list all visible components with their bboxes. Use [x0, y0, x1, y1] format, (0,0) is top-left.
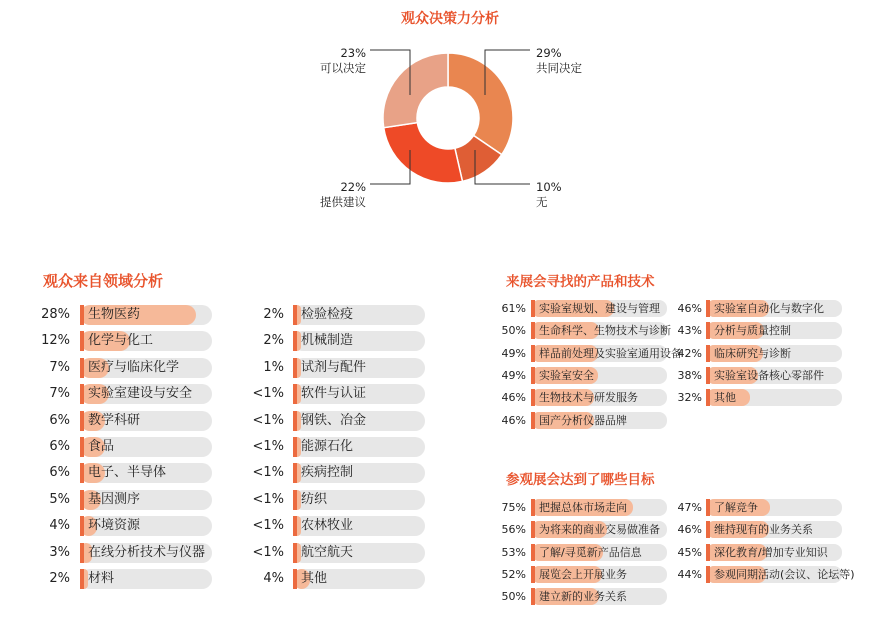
goal-bar-value: 46% — [677, 523, 702, 537]
goal-bar-value: 75% — [501, 501, 526, 514]
goal-bar-track — [531, 588, 667, 605]
field-bar-value: 5% — [49, 491, 70, 507]
field-bar-value: <1% — [252, 412, 284, 428]
pie-label-can-decide — [300, 46, 366, 76]
field-bar-accent — [293, 516, 297, 536]
field-bar-track — [293, 411, 425, 431]
products-chart-title: 来展会寻找的产品和技术 — [506, 274, 655, 290]
product-bar-track — [706, 300, 842, 317]
field-bar-accent — [293, 543, 297, 563]
product-bar-accent — [706, 300, 710, 317]
field-bar-accent — [293, 437, 297, 457]
goal-bar-accent — [706, 499, 710, 516]
field-bar-label: 实验室建设与安全 — [88, 386, 193, 402]
pie-name-none: 无 — [536, 195, 548, 209]
product-bar-accent — [531, 412, 535, 429]
field-bar-value: 4% — [49, 518, 70, 534]
goal-bar-accent — [531, 588, 535, 605]
goal-bar-track — [531, 544, 667, 561]
product-bar-track — [531, 300, 667, 317]
pie-name-suggest: 提供建议 — [320, 195, 366, 209]
pie-name-can-decide: 可以决定 — [320, 61, 366, 75]
field-bar-accent — [80, 543, 84, 563]
product-bar-accent — [531, 367, 535, 384]
goal-bar-accent — [531, 499, 535, 516]
field-bar-value: 3% — [49, 544, 70, 560]
pie-label-joint-decide — [536, 46, 582, 76]
goal-bar-label: 维持现有的业务关系 — [714, 523, 813, 537]
product-bar-label: 样品前处理及实验室通用设备 — [539, 346, 682, 360]
field-bar-value: 4% — [263, 571, 284, 586]
product-bar-accent — [531, 389, 535, 406]
field-bar-accent — [293, 411, 297, 431]
goal-bar-track — [706, 566, 855, 583]
field-bar-value: 12% — [41, 333, 70, 349]
field-bar-accent — [80, 437, 84, 457]
field-bar-track — [293, 463, 425, 483]
goal-bar-value: 45% — [677, 545, 702, 559]
goal-bar-label: 为将来的商业交易做准备 — [539, 523, 660, 537]
product-bar-value: 46% — [501, 391, 526, 405]
field-bar-track — [293, 543, 425, 563]
product-bar-accent — [531, 345, 535, 362]
field-bar-accent — [80, 516, 84, 536]
field-bar-label: 食品 — [88, 439, 115, 454]
field-bar-accent — [80, 490, 84, 510]
pie-slice-2 — [384, 123, 463, 183]
field-bar-value: <1% — [252, 439, 284, 454]
product-bar-track — [531, 367, 667, 384]
product-bar-label: 实验室自动化与数字化 — [714, 302, 824, 315]
field-bar-accent — [80, 411, 84, 431]
product-bar-value: 50% — [501, 324, 526, 338]
goal-bar-accent — [706, 544, 710, 561]
field-bar-track — [293, 305, 425, 325]
product-bar-track — [706, 322, 842, 339]
field-bar-value: 2% — [49, 571, 70, 586]
goal-bar-value: 50% — [501, 590, 526, 604]
field-bar-track — [80, 516, 212, 536]
field-bar-label: 其他 — [301, 571, 328, 586]
field-bar-track — [80, 305, 212, 325]
field-bar-value: 6% — [49, 412, 70, 428]
product-bar-accent — [706, 367, 710, 384]
field-bar-track — [293, 569, 425, 589]
field-bar-track — [80, 463, 212, 483]
goal-bar-label: 了解竞争 — [714, 501, 758, 514]
field-bar-accent — [80, 463, 84, 483]
goal-bar-track — [706, 521, 842, 538]
field-bar-track — [80, 331, 212, 351]
goal-bar-track — [706, 499, 842, 516]
field-bar-label: 材料 — [88, 571, 115, 586]
field-bar-accent — [80, 358, 84, 378]
field-bar-label: 农林牧业 — [301, 518, 354, 534]
product-bar-value: 49% — [501, 346, 526, 360]
field-bar-track — [80, 437, 212, 457]
field-bar-value: 7% — [49, 359, 70, 375]
field-bar-value: 1% — [263, 359, 284, 375]
product-bar-accent — [706, 345, 710, 362]
product-bar-accent — [531, 322, 535, 339]
field-bar-label: 软件与认证 — [301, 386, 367, 402]
field-bar-track — [293, 358, 425, 378]
field-bar-track — [293, 490, 425, 510]
pie-label-suggest — [300, 180, 366, 210]
goal-bar-accent — [531, 521, 535, 538]
field-bar-label: 教学科研 — [88, 412, 141, 428]
field-bar-track — [80, 358, 212, 378]
pie-pct-can-decide: 23% — [340, 46, 366, 60]
goal-bar-accent — [531, 544, 535, 561]
product-bar-accent — [706, 389, 710, 406]
goals-chart-title: 参观展会达到了哪些目标 — [506, 472, 655, 488]
goal-bar-label: 参观同期活动(会议、论坛等) — [714, 567, 855, 581]
goal-bar-label: 深化教育/增加专业知识 — [714, 545, 828, 559]
field-bar-track — [80, 411, 212, 431]
goal-bar-value: 52% — [501, 567, 526, 581]
field-bar-value: 6% — [49, 439, 70, 454]
field-bar-label: 生物医药 — [88, 307, 141, 322]
goal-bar-value: 56% — [501, 523, 526, 537]
field-bar-accent — [80, 569, 84, 589]
product-bar-label: 生物技术与研发服务 — [539, 391, 638, 405]
product-bar-label: 实验室规划、建设与管理 — [539, 302, 660, 315]
field-bar-accent — [293, 384, 297, 404]
product-bar-track — [706, 345, 842, 362]
field-bar-value: <1% — [252, 465, 284, 481]
field-bar-track — [293, 437, 425, 457]
field-bar-track — [293, 516, 425, 536]
field-bar-label: 化学与化工 — [88, 333, 154, 349]
product-bar-value: 46% — [677, 302, 702, 315]
product-bar-track — [706, 367, 842, 384]
field-bar-accent — [293, 490, 297, 510]
field-bar-accent — [293, 463, 297, 483]
field-bar-value: <1% — [252, 386, 284, 402]
product-bar-label: 分析与质量控制 — [714, 324, 791, 338]
goal-bar-track — [531, 521, 667, 538]
field-bar-accent — [80, 305, 84, 325]
field-bar-label: 电子、半导体 — [88, 465, 167, 481]
field-bar-track — [80, 490, 212, 510]
pie-name-joint-decide: 共同决定 — [536, 61, 582, 75]
field-bar-label: 航空航天 — [301, 544, 354, 560]
goal-bar-label: 建立新的业务关系 — [539, 590, 627, 604]
goal-bar-value: 53% — [501, 545, 526, 559]
product-bar-value: 61% — [501, 302, 526, 315]
product-bar-accent — [706, 322, 710, 339]
product-bar-track — [531, 412, 667, 429]
field-bar-track — [80, 543, 212, 563]
field-bar-label: 基因测序 — [88, 491, 141, 507]
field-bar-value: 2% — [263, 333, 284, 349]
product-bar-value: 46% — [501, 413, 526, 427]
goal-bar-label: 了解/寻觅新产品信息 — [539, 545, 642, 559]
goal-bar-label: 展览会上开展业务 — [539, 567, 627, 581]
field-bar-track — [80, 384, 212, 404]
field-bar-track — [293, 384, 425, 404]
product-bar-accent — [531, 300, 535, 317]
field-bar-label: 机械制造 — [301, 333, 354, 349]
field-bar-label: 钢铁、冶金 — [301, 412, 367, 428]
product-bar-label: 临床研究与诊断 — [714, 346, 791, 360]
field-bar-track — [293, 331, 425, 351]
field-bar-accent — [293, 358, 297, 378]
field-bar-value: 6% — [49, 465, 70, 481]
goal-bar-accent — [706, 521, 710, 538]
field-bar-label: 医疗与临床化学 — [88, 359, 180, 375]
field-bar-label: 疾病控制 — [301, 465, 354, 481]
field-bar-value: <1% — [252, 491, 284, 507]
product-bar-value: 43% — [677, 324, 702, 338]
goal-bar-value: 47% — [677, 501, 702, 514]
field-chart-title: 观众来自领域分析 — [43, 272, 164, 290]
pie-label-none — [536, 180, 562, 210]
field-bar-value: 7% — [49, 386, 70, 402]
field-bar-value: 2% — [263, 307, 284, 322]
field-bar-accent — [80, 384, 84, 404]
field-bar-label: 在线分析技术与仪器 — [88, 544, 206, 560]
pie-pct-suggest: 22% — [340, 180, 366, 194]
field-bar-value: 28% — [41, 307, 70, 322]
product-bar-value: 38% — [677, 368, 702, 382]
product-bar-label: 国产分析仪器品牌 — [539, 413, 627, 427]
product-bar-label: 生命科学、生物技术与诊断 — [539, 324, 671, 338]
field-bar-value: <1% — [252, 544, 284, 560]
product-bar-track — [531, 389, 667, 406]
goal-bar-track — [706, 544, 842, 561]
field-bar-accent — [293, 331, 297, 351]
product-bar-track — [706, 389, 842, 406]
pie-pct-none: 10% — [536, 180, 562, 194]
product-bar-value: 49% — [501, 368, 526, 382]
product-bar-label: 其他 — [714, 391, 736, 405]
field-bar-value: <1% — [252, 518, 284, 534]
field-bar-accent — [293, 305, 297, 325]
field-bar-label: 检验检疫 — [301, 307, 354, 322]
field-bar-label: 环境资源 — [88, 518, 141, 534]
goal-bar-accent — [531, 566, 535, 583]
product-bar-value: 42% — [677, 346, 702, 360]
field-bar-accent — [80, 331, 84, 351]
product-bar-label: 实验室设备核心零部件 — [714, 368, 824, 382]
product-bar-value: 32% — [677, 391, 702, 405]
decision-chart-title: 观众决策力分析 — [401, 11, 499, 27]
product-bar-label: 实验室安全 — [539, 368, 594, 382]
goal-bar-label: 把握总体市场走向 — [539, 501, 627, 514]
field-bar-track — [80, 569, 212, 589]
pie-slice-3 — [383, 53, 448, 128]
field-bar-label: 能源石化 — [301, 439, 354, 454]
product-bar-track — [531, 345, 682, 362]
field-bar-label: 试剂与配件 — [301, 359, 367, 375]
goal-bar-accent — [706, 566, 710, 583]
goal-bar-value: 44% — [677, 567, 702, 581]
field-bar-label: 纺织 — [301, 491, 328, 507]
goal-bar-track — [531, 499, 667, 516]
pie-pct-joint-decide: 29% — [536, 46, 562, 60]
goal-bar-track — [531, 566, 667, 583]
product-bar-track — [531, 322, 671, 339]
field-bar-accent — [293, 569, 297, 589]
